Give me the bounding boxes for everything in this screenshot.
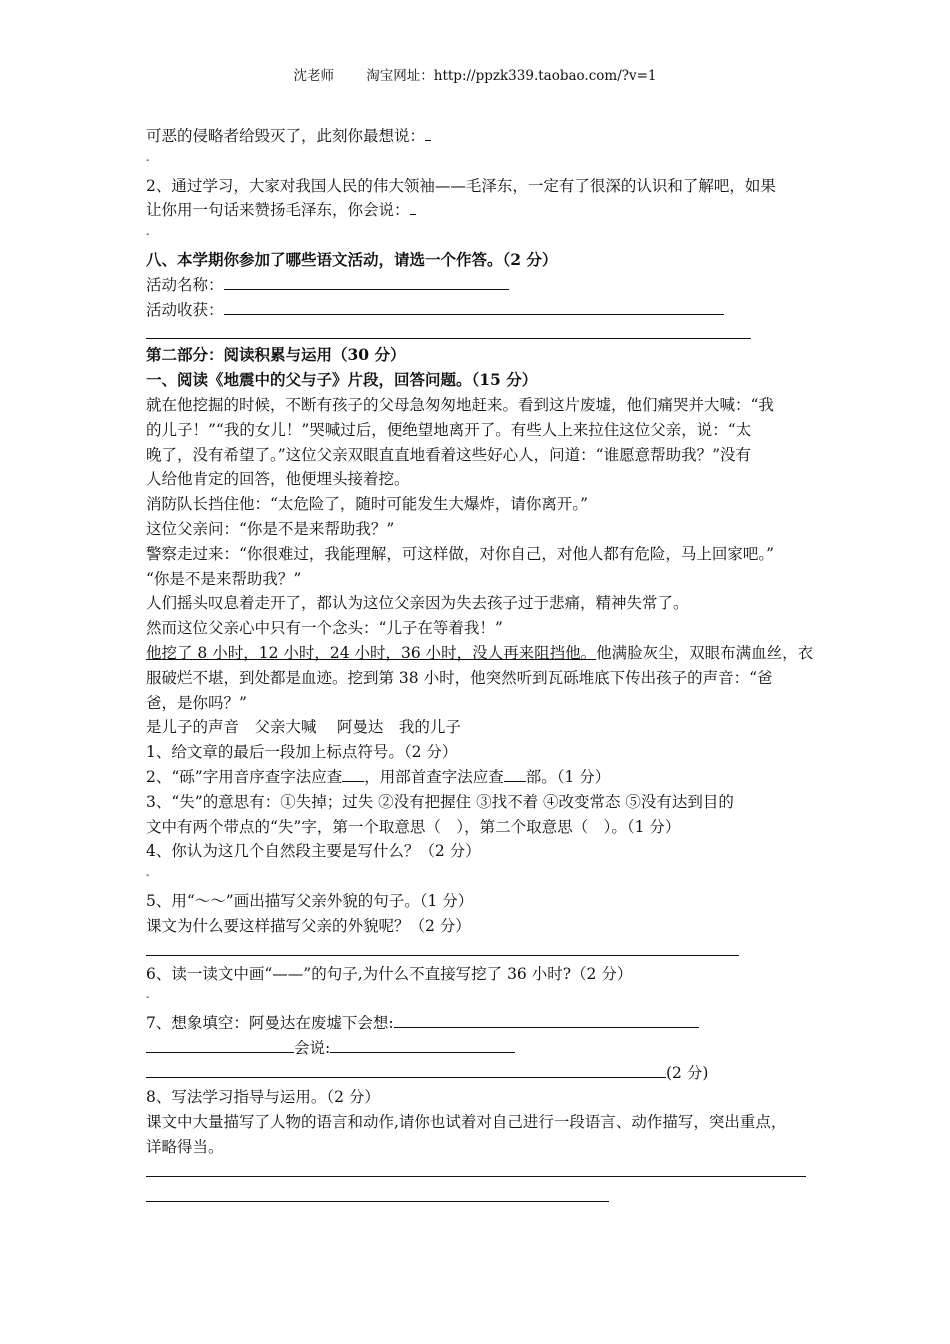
passage-line: 这位父亲问：“你是不是来帮助我？” — [146, 519, 395, 538]
text-line: 让你用一句话来赞扬毛泽东，你会说： — [146, 198, 816, 223]
passage-line: 警察走过来：“你很难过，我能理解，可这样做，对你自己，对他人都有危险，马上回家吧。” — [146, 544, 775, 563]
passage-line: 就在他挖掘的时候，不断有孩子的父母急匆匆地赶来。看到这片废墟，他们痛哭并大喊：“我 — [146, 395, 774, 414]
question-7-line2: 会说: — [146, 1036, 816, 1061]
question-7: 7、想象填空：阿曼达在废墟下会想: — [146, 1011, 816, 1036]
passage-line: 是儿子的声音 父亲大喊 阿曼达 我的儿子 — [146, 718, 461, 737]
worksheet-body — [146, 124, 816, 1202]
part-title: 第二部分：阅读积累与运用（30 分） — [146, 345, 406, 365]
passage-line: 晚了，没有希望了。”这位父亲双眼直直地看着这些好心人，问道：“谁愿意帮助我？”没有 — [146, 445, 752, 464]
answer-blank[interactable] — [394, 1011, 699, 1028]
answer-blank[interactable] — [342, 765, 364, 782]
dash-mark: - — [146, 992, 150, 1004]
answer-blank[interactable] — [146, 1036, 294, 1053]
answer-blank[interactable] — [410, 198, 416, 215]
answer-rule[interactable] — [146, 1201, 609, 1202]
passage-line: 人们摇头叹息着走开了，都认为这位父亲因为失去孩子过于悲痛，精神失常了。 — [146, 594, 689, 613]
passage-line: 服破烂不堪，到处都是血迹。挖到第 38 小时，他突然听到瓦砾堆底下传出孩子的声音：“爸 — [146, 668, 773, 687]
passage-line: 爸，是你吗？” — [146, 693, 247, 712]
underlined-sentence: 他挖了 8 小时，12 小时，24 小时，36 小时，没人再来阻挡他。 — [146, 643, 597, 662]
activity-name-blank[interactable] — [224, 273, 509, 290]
passage-line: 的儿子！”“我的女儿！”哭喊过后，便绝望地离开了。有些人上来拉住这位父亲，说：“太 — [146, 420, 752, 439]
dash-mark: - — [146, 154, 150, 166]
question-2: 2、“砾”字用音序查字法应查 ，用部首查字法应查 部。（1 分） — [146, 765, 816, 790]
question-1: 1、给文章的最后一段加上标点符号。（2 分） — [146, 743, 458, 762]
answer-blank[interactable] — [425, 124, 431, 141]
section-title: 一、阅读《地震中的父与子》片段，回答问题。（15 分） — [146, 370, 538, 390]
text-line: 2、通过学习，大家对我国人民的伟大领袖——毛泽东，一定有了很深的认识和了解吧，如果 — [146, 176, 776, 195]
answer-blank[interactable] — [146, 1061, 666, 1078]
question-4: 4、你认为这几个自然段主要是写什么？（2 分） — [146, 842, 481, 861]
passage-line: 人给他肯定的回答，他便埋头接着挖。 — [146, 470, 410, 489]
question-7-line3: (2 分) — [146, 1061, 816, 1086]
question-8: 8、写法学习指导与运用。（2 分） — [146, 1088, 380, 1107]
question-5: 5、用“～～”画出描写父亲外貌的句子。（1 分） — [146, 891, 474, 910]
question-6: 6、读一读文中画“——”的句子,为什么不直接写挖了 36 小时?（2 分） — [146, 964, 633, 983]
passage-line: “你是不是来帮助我？” — [146, 569, 302, 588]
question-3-line2: 文中有两个带点的“失”字，第一个取意思（ ），第二个取意思（ ）。（1 分） — [146, 817, 681, 836]
activity-gain-blank[interactable] — [224, 298, 724, 315]
passage-line: 他挖了 8 小时，12 小时，24 小时，36 小时，没人再来阻挡他。他满脸灰尘，双眼布满血丝，衣 — [146, 643, 814, 662]
answer-blank[interactable] — [330, 1036, 515, 1053]
page-header — [0, 64, 950, 84]
teacher-name: 沈老师 — [293, 68, 334, 84]
question-8-line2: 课文中大量描写了人物的语言和动作,请你也试着对自己进行一段语言、动作描写，突出重点， — [146, 1113, 787, 1132]
passage-line: 然而这位父亲心中只有一个念头：“儿子在等着我！” — [146, 619, 503, 638]
answer-blank[interactable] — [504, 765, 526, 782]
activity-name-line: 活动名称： — [146, 273, 816, 298]
text-line: 可恶的侵略者给毁灭了，此刻你最想说： — [146, 124, 816, 149]
question-5-line2: 课文为什么要这样描写父亲的外貌呢？（2 分） — [146, 916, 471, 935]
passage-line: 消防队长挡住他：“太危险了，随时可能发生大爆炸，请你离开。” — [146, 495, 589, 514]
dash-mark: - — [146, 229, 150, 241]
shop-url: 淘宝网址：http://ppzk339.taobao.com/?v=1 — [366, 68, 657, 84]
question-8-line3: 详略得当。 — [146, 1138, 224, 1157]
question-3: 3、“失”的意思有：①失掉；过失 ②没有把握住 ③找不着 ④改变常态 ⑤没有达到目的 — [146, 792, 734, 811]
activity-gain-line: 活动收获： — [146, 298, 816, 323]
dash-mark: - — [146, 870, 150, 882]
section-title: 八、本学期你参加了哪些语文活动，请选一个作答。（2 分） — [146, 249, 558, 269]
